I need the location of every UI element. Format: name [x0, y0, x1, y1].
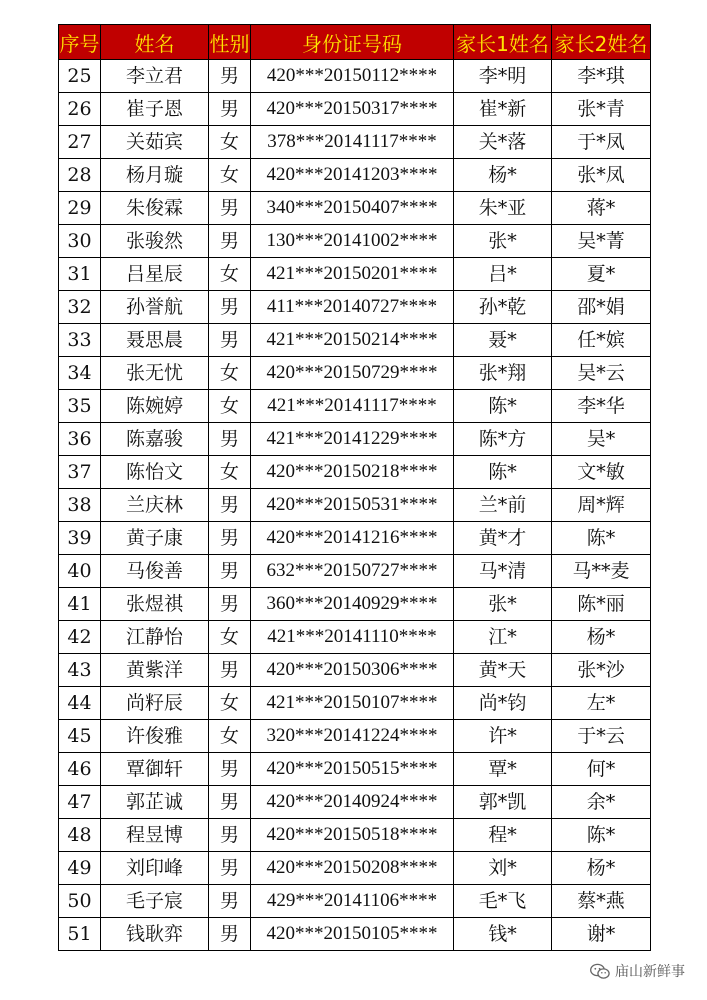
cell-gender: 男 [209, 819, 251, 852]
watermark-text: 庙山新鲜事 [615, 964, 685, 980]
cell-id-number: 429***20141106**** [251, 885, 454, 918]
cell-id-number: 420***20141203**** [251, 159, 454, 192]
cell-id-number: 420***20150518**** [251, 819, 454, 852]
cell-id-number: 320***20141224**** [251, 720, 454, 753]
cell-parent2-name: 李*琪 [552, 60, 651, 93]
cell-parent2-name: 蔡*燕 [552, 885, 651, 918]
cell-gender: 女 [209, 258, 251, 291]
cell-id-number: 420***20141216**** [251, 522, 454, 555]
table-row [59, 60, 651, 93]
table-row [59, 291, 651, 324]
cell-gender: 男 [209, 225, 251, 258]
cell-parent2-name: 夏* [552, 258, 651, 291]
cell-name: 张骏然 [101, 225, 209, 258]
cell-name: 吕星辰 [101, 258, 209, 291]
cell-id-number: 420***20150218**** [251, 456, 454, 489]
cell-parent1-name: 孙*乾 [454, 291, 552, 324]
cell-gender: 女 [209, 621, 251, 654]
cell-parent1-name: 陈* [454, 456, 552, 489]
header-parent1-name: 家长1姓名 [454, 25, 552, 60]
cell-parent2-name: 文*敏 [552, 456, 651, 489]
cell-parent1-name: 朱*亚 [454, 192, 552, 225]
cell-seq: 47 [59, 786, 101, 819]
cell-parent1-name: 程* [454, 819, 552, 852]
wechat-icon [590, 963, 610, 980]
cell-parent1-name: 钱* [454, 918, 552, 951]
cell-name: 聂思晨 [101, 324, 209, 357]
cell-gender: 男 [209, 654, 251, 687]
cell-name: 黄子康 [101, 522, 209, 555]
cell-parent1-name: 江* [454, 621, 552, 654]
cell-name: 兰庆林 [101, 489, 209, 522]
cell-parent2-name: 何* [552, 753, 651, 786]
cell-name: 刘印峰 [101, 852, 209, 885]
cell-seq: 51 [59, 918, 101, 951]
cell-seq: 29 [59, 192, 101, 225]
cell-parent1-name: 聂* [454, 324, 552, 357]
cell-id-number: 632***20150727**** [251, 555, 454, 588]
cell-parent1-name: 陈* [454, 390, 552, 423]
cell-name: 张煜祺 [101, 588, 209, 621]
cell-name: 江静怡 [101, 621, 209, 654]
table-row [59, 852, 651, 885]
watermark [590, 961, 685, 981]
cell-name: 关茹宾 [101, 126, 209, 159]
cell-seq: 33 [59, 324, 101, 357]
cell-seq: 25 [59, 60, 101, 93]
table-row [59, 753, 651, 786]
cell-name: 许俊雅 [101, 720, 209, 753]
cell-gender: 女 [209, 390, 251, 423]
cell-parent2-name: 余* [552, 786, 651, 819]
cell-name: 毛子宸 [101, 885, 209, 918]
cell-seq: 40 [59, 555, 101, 588]
cell-seq: 38 [59, 489, 101, 522]
table-row [59, 390, 651, 423]
cell-name: 陈怡文 [101, 456, 209, 489]
cell-parent1-name: 毛*飞 [454, 885, 552, 918]
cell-parent2-name: 杨* [552, 852, 651, 885]
cell-parent2-name: 于*凤 [552, 126, 651, 159]
table-row [59, 423, 651, 456]
cell-gender: 男 [209, 522, 251, 555]
cell-parent2-name: 陈* [552, 819, 651, 852]
cell-gender: 男 [209, 489, 251, 522]
cell-seq: 28 [59, 159, 101, 192]
cell-id-number: 411***20140727**** [251, 291, 454, 324]
cell-parent2-name: 吴* [552, 423, 651, 456]
table-row [59, 687, 651, 720]
cell-name: 孙誉航 [101, 291, 209, 324]
cell-gender: 男 [209, 555, 251, 588]
cell-name: 覃御轩 [101, 753, 209, 786]
cell-name: 杨月璇 [101, 159, 209, 192]
cell-id-number: 420***20150112**** [251, 60, 454, 93]
table-row [59, 588, 651, 621]
header-gender: 性别 [209, 25, 251, 60]
cell-name: 钱耿弈 [101, 918, 209, 951]
cell-parent1-name: 尚*钧 [454, 687, 552, 720]
table-row [59, 357, 651, 390]
cell-seq: 30 [59, 225, 101, 258]
table-row [59, 786, 651, 819]
cell-id-number: 360***20140929**** [251, 588, 454, 621]
cell-parent2-name: 于*云 [552, 720, 651, 753]
cell-id-number: 378***20141117**** [251, 126, 454, 159]
cell-parent2-name: 张*沙 [552, 654, 651, 687]
cell-gender: 女 [209, 456, 251, 489]
table-row [59, 258, 651, 291]
cell-parent1-name: 黄*才 [454, 522, 552, 555]
cell-name: 尚籽辰 [101, 687, 209, 720]
cell-parent2-name: 杨* [552, 621, 651, 654]
cell-gender: 男 [209, 324, 251, 357]
cell-id-number: 420***20150729**** [251, 357, 454, 390]
cell-seq: 44 [59, 687, 101, 720]
cell-gender: 男 [209, 918, 251, 951]
cell-parent1-name: 陈*方 [454, 423, 552, 456]
cell-parent2-name: 任*嫔 [552, 324, 651, 357]
cell-seq: 35 [59, 390, 101, 423]
cell-seq: 34 [59, 357, 101, 390]
cell-parent2-name: 李*华 [552, 390, 651, 423]
table-body [59, 60, 651, 951]
cell-parent1-name: 崔*新 [454, 93, 552, 126]
table-row [59, 885, 651, 918]
table-row [59, 918, 651, 951]
table-row [59, 456, 651, 489]
cell-id-number: 421***20150201**** [251, 258, 454, 291]
cell-id-number: 420***20140924**** [251, 786, 454, 819]
cell-gender: 男 [209, 93, 251, 126]
cell-seq: 45 [59, 720, 101, 753]
table-header [59, 25, 651, 60]
cell-gender: 男 [209, 588, 251, 621]
cell-name: 朱俊霖 [101, 192, 209, 225]
cell-seq: 46 [59, 753, 101, 786]
header-id-number: 身份证号码 [251, 25, 454, 60]
table-row [59, 720, 651, 753]
cell-seq: 43 [59, 654, 101, 687]
cell-parent1-name: 郭*凯 [454, 786, 552, 819]
cell-id-number: 421***20150107**** [251, 687, 454, 720]
cell-seq: 36 [59, 423, 101, 456]
cell-seq: 27 [59, 126, 101, 159]
cell-parent1-name: 杨* [454, 159, 552, 192]
table-row [59, 522, 651, 555]
cell-id-number: 340***20150407**** [251, 192, 454, 225]
cell-seq: 48 [59, 819, 101, 852]
cell-parent1-name: 刘* [454, 852, 552, 885]
cell-id-number: 420***20150515**** [251, 753, 454, 786]
cell-gender: 男 [209, 852, 251, 885]
cell-parent2-name: 吴*菁 [552, 225, 651, 258]
cell-parent1-name: 兰*前 [454, 489, 552, 522]
cell-name: 黄紫洋 [101, 654, 209, 687]
cell-parent2-name: 谢* [552, 918, 651, 951]
cell-id-number: 421***20141110**** [251, 621, 454, 654]
cell-seq: 49 [59, 852, 101, 885]
cell-seq: 31 [59, 258, 101, 291]
table-row [59, 126, 651, 159]
cell-parent1-name: 吕* [454, 258, 552, 291]
cell-gender: 女 [209, 357, 251, 390]
cell-parent2-name: 陈* [552, 522, 651, 555]
cell-gender: 男 [209, 60, 251, 93]
cell-id-number: 420***20150208**** [251, 852, 454, 885]
cell-parent2-name: 吴*云 [552, 357, 651, 390]
header-seq: 序号 [59, 25, 101, 60]
cell-parent1-name: 李*明 [454, 60, 552, 93]
cell-parent1-name: 关*落 [454, 126, 552, 159]
table-row [59, 192, 651, 225]
cell-seq: 39 [59, 522, 101, 555]
cell-parent2-name: 马**麦 [552, 555, 651, 588]
cell-gender: 男 [209, 786, 251, 819]
cell-parent2-name: 蒋* [552, 192, 651, 225]
cell-parent1-name: 黄*天 [454, 654, 552, 687]
cell-gender: 女 [209, 126, 251, 159]
cell-parent1-name: 张* [454, 225, 552, 258]
student-roster-table [58, 24, 651, 951]
cell-seq: 41 [59, 588, 101, 621]
cell-name: 崔子恩 [101, 93, 209, 126]
table-row [59, 489, 651, 522]
table-row [59, 621, 651, 654]
cell-parent2-name: 张*凤 [552, 159, 651, 192]
cell-parent2-name: 陈*丽 [552, 588, 651, 621]
table-row [59, 93, 651, 126]
cell-name: 马俊善 [101, 555, 209, 588]
table-row [59, 654, 651, 687]
cell-name: 陈婉婷 [101, 390, 209, 423]
cell-id-number: 130***20141002**** [251, 225, 454, 258]
cell-gender: 男 [209, 423, 251, 456]
cell-parent1-name: 覃* [454, 753, 552, 786]
cell-gender: 男 [209, 885, 251, 918]
cell-id-number: 421***20141117**** [251, 390, 454, 423]
cell-parent2-name: 邵*娟 [552, 291, 651, 324]
cell-name: 郭芷诚 [101, 786, 209, 819]
cell-seq: 50 [59, 885, 101, 918]
cell-id-number: 420***20150531**** [251, 489, 454, 522]
cell-id-number: 420***20150306**** [251, 654, 454, 687]
cell-parent1-name: 许* [454, 720, 552, 753]
table-row [59, 555, 651, 588]
cell-gender: 男 [209, 192, 251, 225]
table-row [59, 225, 651, 258]
cell-seq: 32 [59, 291, 101, 324]
cell-parent1-name: 张* [454, 588, 552, 621]
cell-parent2-name: 周*辉 [552, 489, 651, 522]
cell-gender: 男 [209, 753, 251, 786]
cell-gender: 女 [209, 720, 251, 753]
cell-name: 陈嘉骏 [101, 423, 209, 456]
cell-id-number: 420***20150317**** [251, 93, 454, 126]
cell-gender: 男 [209, 291, 251, 324]
cell-name: 李立君 [101, 60, 209, 93]
cell-name: 张无忧 [101, 357, 209, 390]
cell-parent1-name: 马*清 [454, 555, 552, 588]
cell-seq: 26 [59, 93, 101, 126]
cell-parent2-name: 左* [552, 687, 651, 720]
cell-gender: 女 [209, 159, 251, 192]
cell-seq: 37 [59, 456, 101, 489]
cell-id-number: 421***20150214**** [251, 324, 454, 357]
header-row [59, 25, 651, 60]
cell-gender: 女 [209, 687, 251, 720]
table-row [59, 324, 651, 357]
table-row [59, 159, 651, 192]
cell-name: 程昱博 [101, 819, 209, 852]
cell-seq: 42 [59, 621, 101, 654]
header-name: 姓名 [101, 25, 209, 60]
cell-parent2-name: 张*青 [552, 93, 651, 126]
cell-id-number: 421***20141229**** [251, 423, 454, 456]
header-parent2-name: 家长2姓名 [552, 25, 651, 60]
cell-parent1-name: 张*翔 [454, 357, 552, 390]
cell-id-number: 420***20150105**** [251, 918, 454, 951]
table-row [59, 819, 651, 852]
